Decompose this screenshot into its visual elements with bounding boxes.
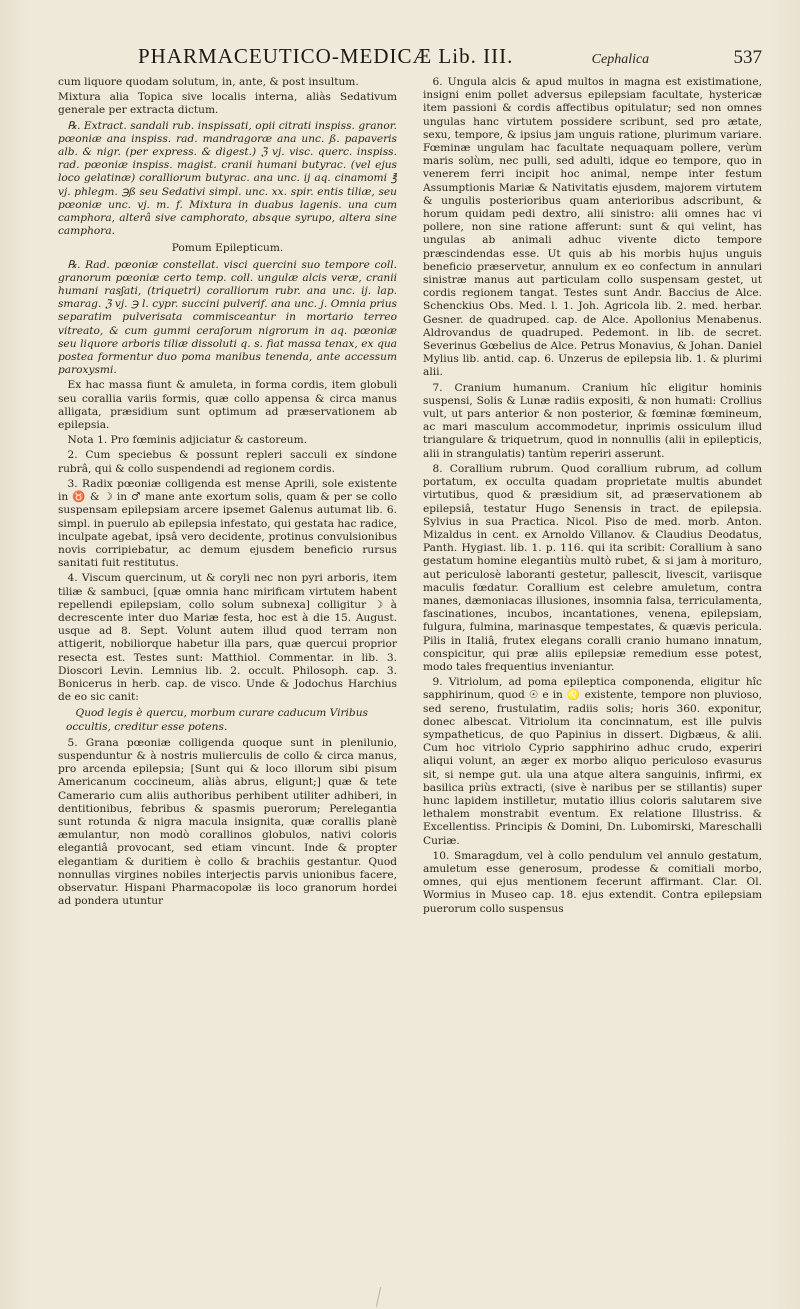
paragraph: Mixtura alia Topica sive localis interna, aliàs Sedativum generale per extracta dictum. xyxy=(58,91,397,117)
paragraph: ℞. Extract. sandali rub. inspissati, opii citrati inspiss. granor. pœoniæ ana inspiss. rad. mandragoræ ana unc. ß. papaveris alb. & nigr. (per express. & digest.) ℨ vj. visc. querc. inspiss. rad. pœoniæ inspiss. magist. cranii humani butyrac. (vel ejus loco gelatinæ) coralliorum butyrac. ana unc. ij aq. cinamomi ℥ vj. phlegm. ℈ß seu Sedativi simpl. unc. xx. spir. entis tiliæ, seu pœoniæ unc. vj. m. f. Mixtura in duabus lagenis. una cum camphora, alterâ sive camphorato, absque syrupo, altera sine camphora. xyxy=(58,119,397,238)
section-heading: Pomum Epilepticum. xyxy=(171,242,284,255)
right-column xyxy=(423,76,762,1275)
section-title: Cephalica xyxy=(591,52,650,67)
left-column xyxy=(58,76,397,1275)
paragraph: 4. Viscum quercinum, ut & coryli nec non pyri arboris, item tiliæ & sambuci, [quæ omnia hanc mirificam virtutem habent repellendi epilepsiam, collo solum subnexa] colligitur ☽ à decrescente inter duo Mariæ festa, hoc est à die 15. August. usque ad 8. Sept. Volunt autem illud quod terram non attigerit, nobiliorque habetur illa pars, quæ quercui proprior resecta est. Testes sunt: Matthiol. Commentar. in lib. 3. Dioscori Levin. Lemnius lib. 2. occult. Philosoph. cap. 3. Bonicerus in herb. cap. de visco. Unde & Jodochus Harchius de eo sic canit: xyxy=(58,572,397,704)
running-header xyxy=(138,44,762,72)
margin-mark xyxy=(376,1287,381,1307)
paragraph: 3. Radix pœoniæ colligenda est mense Aprili, sole existente in ♉ & ☽ in ♂ mane ante exortum solis, quam & per se collo suspensam epilepsiam arcere ipsemet Galenus autumat lib. 6. simpl. in puerulo ab epilepsia infestato, qui gestata hac radice, inculpate agebat, ipsâ vero decidente, protinus convulsionibus novis corripiebatur, ac demum ejusdem beneficio rursus sanitati fuit restitutus. xyxy=(58,477,397,570)
paragraph: Quod legis è quercu, morbum curare caducum Viribus occultis, creditur esse potens. xyxy=(66,707,368,733)
paragraph: 10. Smaragdum, vel à collo pendulum vel annulo gestatum, amuletum esse generosum, prodesse & comitiali morbo, omnes, qui ejus mentionem fecerunt affirmant. Clar. Ol. Wormius in Museo cap. 18. ejus extendit. Contra epilepsiam puerorum collo suspensus xyxy=(423,849,762,915)
page-number: 537 xyxy=(733,47,762,68)
paragraph: 6. Ungula alcis & apud multos in magna est existimatione, insigni enim pollet adversus epilepsiam facultate, hystericæ item passioni & cordis affectibus opitulatur; sed non omnes ungulas hanc virtutem possidere scribunt, sed pro ætate, sexu, tempore, & ipsius jam unguis ratione, plurimum variare. Fœminæ ungulam hac facultate nequaquam pollere, verùm maris solùm, nec pulli, sed adulti, idque eo tempore, quo in venerem ferri incipit hoc animal, nempe inter festum Assumptionis Mariæ & Nativitatis ejusdem, majorem virtutem & ungulis posterioribus quam anterioribus adscribunt, & horum quidam pedi dextro, alii sinistro: alii omnes hac vi pollere, non sine ratione afferunt: sunt & qui velint, has ungulas ab animali adhuc vivente dicto tempore præscindendas esse. Ut quis ab his morbis hujus unguis beneficio præservetur, annulum ex eo confectum in annulari sinistræ manus aut particulam collo suspensam gestet, ut cordis regionem tangat. Testes sunt Andr. Baccius de Alce. Schenckius Obs. Med. l. 1. Joh. Agricola lib. 2. med. herbar. Gesner. de quadruped. cap. de Alce. Apollonius Menabenus. Aldrovandus de quadruped. Pedemont. in lib. de secret. Severinus Gœbelius de Alce. Petrus Monavius, & Johan. Daniel Mylius lib. antid. cap. 6. Unzerus de epilepsia lib. 1. & plurimi alii. xyxy=(423,76,762,379)
paragraph: Ex hac massa fiunt & amuleta, in forma cordis, item globuli seu corallia variis formis, quæ collo appensa & circa manus alligata, præsidium sunt optimum ad præservationem ab epilepsia. xyxy=(58,379,397,432)
paragraph: ℞. Rad. pœoniæ constellat. visci quercini suo tempore coll. granorum pœoniæ certo temp. coll. ungulæ alcis veræ, cranii humani rasʃati, (triquetri) coralliorum rubr. ana unc. ij. lap. smarag. ℨ vj. ℈ l. cypr. succini pulverif. ana unc. j. Omnia prius separatim pulverisata commisceantur in mortario terreo vitreato, & cum gummi ceraſorum nigrorum in aq. pœoniæ seu liquore arboris tiliæ dissoluti q. s. fiat massa tenax, ex qua postea formentur duo poma manibus tenenda, ante accessum paroxysmi. xyxy=(58,258,397,377)
paragraph: cum liquore quodam solutum, in, ante, & post insultum. xyxy=(58,76,359,88)
paragraph: 2. Cum speciebus & possunt repleri sacculi ex sindone rubrâ, qui & collo suspendendi ad regionem cordis. xyxy=(58,449,397,475)
paragraph: 5. Grana pœoniæ colligenda quoque sunt in plenilunio, suspenduntur & à nostris mulierculis de collo & circa manus, pro arcenda epilepsia; [Sunt qui & loco illorum sibi pisum Americanum coccineum, aliàs abrus, eligunt;] quæ & tete Camerario cum aliis authoribus perhibent utiliter adhiberi, in dentitionibus, febribus & spasmis puerorum; Perelegantia sunt rotunda & nigra macula insignita, quæ corallis planè æmulantur, non modò corallinos globulos, nativi coloris elegantiâ provocant, sed etiam vincunt. Inde & propter elegantiam & duritiem è collo & brachiis gestantur. Quod nonnullas virgines nobiles interjectis parvis unionibus facere, observatur. Hispani Pharmacopolæ iis loco granorum hordei ad pondera utuntur xyxy=(58,736,397,908)
paragraph: 7. Cranium humanum. Cranium hîc eligitur hominis suspensi, Solis & Lunæ radiis expositi, & non humati: Crollius vult, ut pars anterior & non posterior, & fœminæ fœmineum, ac mari masculum accommodetur, inprimis ossiculum illud triangulare & triquetrum, quod in nonnullis (alii in epilepticis, alii in strangulatis) tantùm reperiri asserunt. xyxy=(423,381,762,460)
paragraph: Nota 1. Pro fœminis adjiciatur & castoreum. xyxy=(67,434,307,447)
text-columns xyxy=(58,76,762,1275)
running-title: PHARMACEUTICO-MEDICÆ Lib. III. xyxy=(138,44,514,68)
paragraph: 8. Corallium rubrum. Quod corallium rubrum, ad collum portatum, ex occulta quadam proprietate multis abundet virtutibus, quod & præsidium sit, ad præservationem ab epilepsiâ, testatur Hugo Senensis in tract. de epilepsia. Sylvius in sua Practica. Nicol. Piso de med. morb. Anton. Mizaldus in cent. ex Arnoldo Villanov. & Claudius Deodatus, Panth. Hygiast. lib. 1. p. 116. qui ita scribit: Corallium à sano gestatum homine elegantiùs multò rubet, & si jam à morituro, aut periculosè laboranti gestetur, pallescit, livescit, variisque maculis fœdatur. Corallium est celebre amuletum, contra manes, dæmoniacas illusiones, insomnia falsa, terriculamenta, fascinationes, incubos, incantationes, venena, epilepsiam, fulgura, fulmina, marinasque tempestates, & quævis pericula. Pilis in Italiâ, frutex elegans coralli cranio humano innatum, conspicitur, qui præ aliis epilepsiæ remedium esse potest, modo tales frequentius inveniantur. xyxy=(423,462,762,673)
paragraph: 9. Vitriolum, ad poma epileptica componenda, eligitur hîc sapphirinum, quod ☉ e in ♌ existente, tempore non pluvioso, sed sereno, frustulatim, radiis solis; horis 360. exponitur, donec albescat. Vitriolum ita concinnatum, est ille pulvis sympatheticus, de quo Papinius in dissert. Digbæus, & alii. Cum hoc vitriolo Cyprio sapphirino adhuc crudo, experiri aliqui volunt, an æger ex morbo aliquo periculoso evasurus sit, si nempe gut. ula una atque altera sanguinis, infirmi, ex basilica priùs extracti, (sive è naribus per se stillantis) super hunc lapidem instilletur, mutatio illius coloris salutarem sive lethalem monstrabit eventum. Ex relatione Illustriss. & Excellentiss. Principis & Domini, Dn. Lubomirski, Mareschalli Curiæ. xyxy=(423,676,762,847)
